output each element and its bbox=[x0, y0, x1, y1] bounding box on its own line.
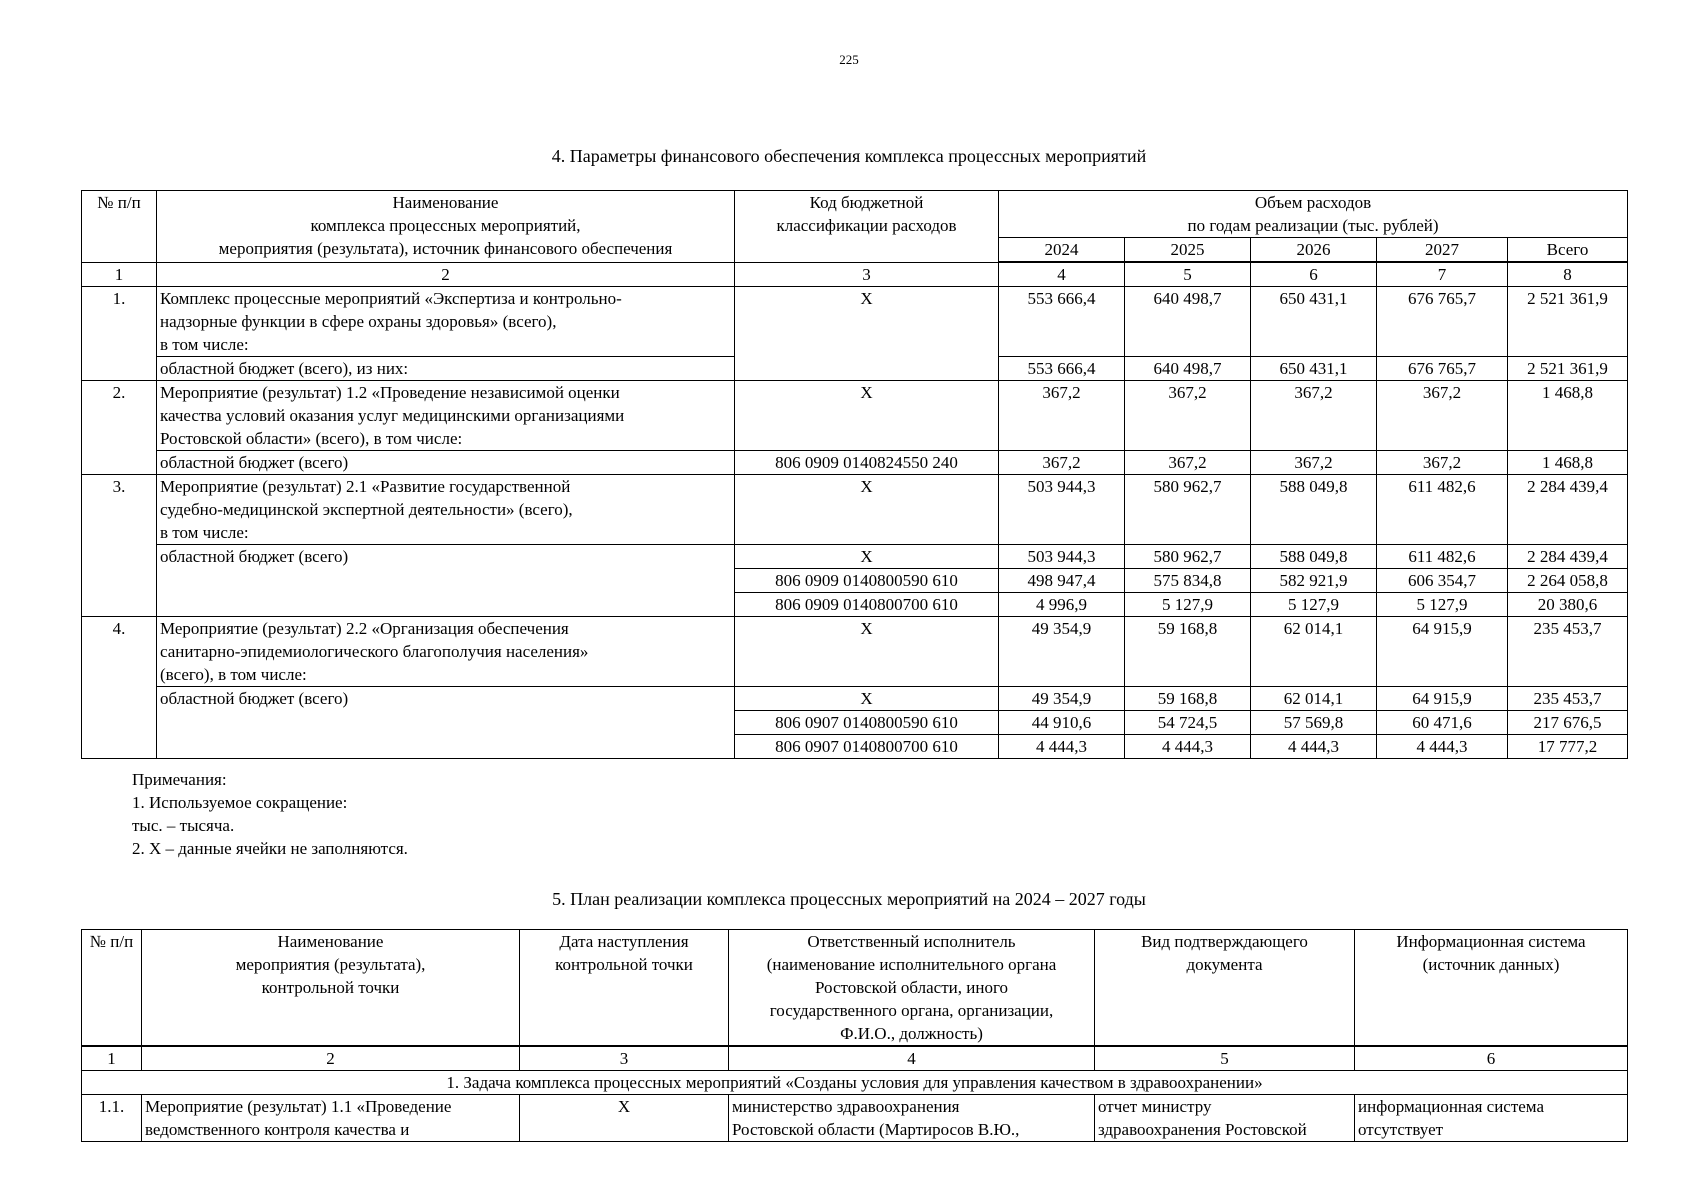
row-name-line: в том числе: bbox=[160, 523, 249, 542]
sub-row-value: 367,2 bbox=[1251, 451, 1377, 475]
plan-header-row bbox=[82, 930, 1628, 1047]
sub-row-value: 676 765,7 bbox=[1377, 357, 1508, 381]
table-row bbox=[82, 287, 1628, 357]
task-row bbox=[82, 1071, 1628, 1095]
header-date bbox=[520, 930, 729, 1047]
row-name bbox=[157, 381, 735, 451]
source-label: областной бюджет (всего) bbox=[157, 451, 735, 475]
sub-row-value: 57 569,8 bbox=[1251, 711, 1377, 735]
sub-row-value: 367,2 bbox=[999, 451, 1125, 475]
source-label: областной бюджет (всего), из них: bbox=[157, 357, 735, 381]
header-volume-line: Объем расходов bbox=[1254, 193, 1372, 212]
header-doc bbox=[1095, 930, 1355, 1047]
table-row bbox=[82, 617, 1628, 687]
sub-row-value: 588 049,8 bbox=[1251, 545, 1377, 569]
row-code: X bbox=[735, 617, 999, 687]
row-name-line: санитарно-эпидемиологического благополучия населения» bbox=[160, 642, 589, 661]
row-value: 367,2 bbox=[999, 381, 1125, 451]
sub-row-value: 2 264 058,8 bbox=[1508, 569, 1628, 593]
sub-row-value: 60 471,6 bbox=[1377, 711, 1508, 735]
row-name-line: судебно-медицинской экспертной деятельности» (всего), bbox=[160, 500, 573, 519]
sub-row-value: 235 453,7 bbox=[1508, 687, 1628, 711]
header-executor-line: государственного органа, организации, bbox=[769, 1001, 1054, 1020]
header-code-line: классификации расходов bbox=[776, 216, 957, 235]
header-name-line: Наименование bbox=[277, 932, 384, 951]
header-year-2027: 2027 bbox=[1377, 238, 1508, 263]
sub-row-value: 64 915,9 bbox=[1377, 687, 1508, 711]
header-name-line: Наименование bbox=[392, 193, 499, 212]
header-name bbox=[157, 191, 735, 263]
row-system-line: информационная система bbox=[1358, 1097, 1544, 1116]
header-name-line: мероприятия (результата), источник финансового обеспечения bbox=[218, 239, 673, 258]
row-name-line: надзорные функции в сфере охраны здоровья» (всего), bbox=[160, 312, 557, 331]
sub-row-value: 367,2 bbox=[1377, 451, 1508, 475]
sub-row-code: 806 0909 0140800700 610 bbox=[735, 593, 999, 617]
header-date-line: Дата наступления bbox=[559, 932, 689, 951]
row-executor bbox=[729, 1095, 1095, 1142]
row-name-line: Комплекс процессные мероприятий «Экспертиза и контрольно- bbox=[160, 289, 622, 308]
column-number: 4 bbox=[999, 262, 1125, 287]
sub-row-value: 553 666,4 bbox=[999, 357, 1125, 381]
header-code bbox=[735, 191, 999, 263]
sub-row-value: 582 921,9 bbox=[1251, 569, 1377, 593]
table-row bbox=[82, 1095, 1628, 1142]
header-doc-line: Вид подтверждающего bbox=[1141, 932, 1308, 951]
financing-table bbox=[81, 190, 1628, 759]
notes bbox=[132, 768, 408, 860]
row-name bbox=[142, 1095, 520, 1142]
column-number: 6 bbox=[1251, 262, 1377, 287]
row-name-line: Ростовской области» (всего), в том числе: bbox=[160, 429, 463, 448]
header-year-2025: 2025 bbox=[1125, 238, 1251, 263]
row-value: 640 498,7 bbox=[1125, 287, 1251, 357]
sub-row-value: 1 468,8 bbox=[1508, 451, 1628, 475]
sub-row-value: 4 996,9 bbox=[999, 593, 1125, 617]
task-title: 1. Задача комплекса процессных мероприятий «Созданы условия для управления качеством в здравоохранении» bbox=[82, 1071, 1628, 1095]
row-name bbox=[157, 287, 735, 357]
header-executor-line: Ответственный исполнитель bbox=[807, 932, 1016, 951]
header-executor-line: (наименование исполнительного органа bbox=[766, 955, 1057, 974]
sub-row-value: 580 962,7 bbox=[1125, 545, 1251, 569]
row-name-line: качества условий оказания услуг медицинскими организациями bbox=[160, 406, 625, 425]
table-sub-row bbox=[82, 451, 1628, 475]
sub-row-value: 5 127,9 bbox=[1377, 593, 1508, 617]
header-date-line: контрольной точки bbox=[555, 955, 693, 974]
section-4-title: 4. Параметры финансового обеспечения комплекса процессных мероприятий bbox=[551, 146, 1147, 166]
notes-line: тыс. – тысяча. bbox=[132, 816, 235, 835]
notes-heading: Примечания: bbox=[132, 770, 227, 789]
sub-row-value: 5 127,9 bbox=[1251, 593, 1377, 617]
row-number: 1. bbox=[82, 287, 157, 381]
row-doc bbox=[1095, 1095, 1355, 1142]
row-name-line: Мероприятие (результат) 1.1 «Проведение bbox=[145, 1097, 452, 1116]
sub-row-value: 640 498,7 bbox=[1125, 357, 1251, 381]
header-num: № п/п bbox=[82, 191, 157, 263]
column-number: 2 bbox=[157, 262, 735, 287]
header-volume bbox=[999, 191, 1628, 238]
sub-row-value: 4 444,3 bbox=[1377, 735, 1508, 759]
table-row bbox=[82, 381, 1628, 451]
header-executor-line: Ф.И.О., должность) bbox=[840, 1024, 983, 1043]
row-value: 49 354,9 bbox=[999, 617, 1125, 687]
column-number-row bbox=[82, 1046, 1628, 1071]
row-name-line: Мероприятие (результат) 1.2 «Проведение независимой оценки bbox=[160, 383, 620, 402]
header-total: Всего bbox=[1508, 238, 1628, 263]
row-value: 62 014,1 bbox=[1251, 617, 1377, 687]
sub-row-code: X bbox=[735, 687, 999, 711]
row-doc-line: здравоохранения Ростовской bbox=[1098, 1120, 1307, 1139]
table-row bbox=[82, 475, 1628, 545]
row-value: 1 468,8 bbox=[1508, 381, 1628, 451]
column-number: 6 bbox=[1355, 1046, 1628, 1071]
column-number: 5 bbox=[1125, 262, 1251, 287]
row-name bbox=[157, 475, 735, 545]
sub-row-value: 650 431,1 bbox=[1251, 357, 1377, 381]
row-value: 580 962,7 bbox=[1125, 475, 1251, 545]
header-doc-line: документа bbox=[1186, 955, 1263, 974]
row-date: X bbox=[520, 1095, 729, 1142]
column-number: 8 bbox=[1508, 262, 1628, 287]
sub-row-value: 62 014,1 bbox=[1251, 687, 1377, 711]
row-value: 64 915,9 bbox=[1377, 617, 1508, 687]
page-number: 225 bbox=[839, 52, 859, 67]
row-number: 2. bbox=[82, 381, 157, 475]
row-name-line: Мероприятие (результат) 2.2 «Организация обеспечения bbox=[160, 619, 569, 638]
header-year-2026: 2026 bbox=[1251, 238, 1377, 263]
row-value: 367,2 bbox=[1125, 381, 1251, 451]
row-number: 1.1. bbox=[82, 1095, 142, 1142]
section-5-title: 5. План реализации комплекса процессных мероприятий на 2024 – 2027 годы bbox=[552, 889, 1146, 909]
column-number: 3 bbox=[735, 262, 999, 287]
notes-line: 2. X – данные ячейки не заполняются. bbox=[132, 839, 408, 858]
row-value: 367,2 bbox=[1377, 381, 1508, 451]
row-value: 235 453,7 bbox=[1508, 617, 1628, 687]
notes-line: 1. Используемое сокращение: bbox=[132, 793, 348, 812]
sub-row-code: X bbox=[735, 545, 999, 569]
row-code: X bbox=[735, 381, 999, 451]
sub-row-value: 59 168,8 bbox=[1125, 687, 1251, 711]
header-name-line: контрольной точки bbox=[261, 978, 400, 997]
row-value: 59 168,8 bbox=[1125, 617, 1251, 687]
row-number: 4. bbox=[82, 617, 157, 759]
plan-table bbox=[81, 929, 1628, 1142]
sub-row-code: 806 0907 0140800700 610 bbox=[735, 735, 999, 759]
sub-row-value: 367,2 bbox=[1125, 451, 1251, 475]
sub-row-value: 4 444,3 bbox=[999, 735, 1125, 759]
sub-row-value: 49 354,9 bbox=[999, 687, 1125, 711]
column-number: 1 bbox=[82, 262, 157, 287]
sub-row-value: 17 777,2 bbox=[1508, 735, 1628, 759]
sub-row-value: 2 284 439,4 bbox=[1508, 545, 1628, 569]
table-sub-row bbox=[82, 687, 1628, 711]
column-number: 2 bbox=[142, 1046, 520, 1071]
sub-row-value: 4 444,3 bbox=[1251, 735, 1377, 759]
row-value: 2 521 361,9 bbox=[1508, 287, 1628, 357]
column-number-row bbox=[82, 262, 1628, 287]
column-number: 4 bbox=[729, 1046, 1095, 1071]
row-value: 588 049,8 bbox=[1251, 475, 1377, 545]
sub-row-value: 611 482,6 bbox=[1377, 545, 1508, 569]
row-name-line: в том числе: bbox=[160, 335, 249, 354]
header-name-line: комплекса процессных мероприятий, bbox=[310, 216, 581, 235]
sub-row-value: 217 676,5 bbox=[1508, 711, 1628, 735]
sub-row-value: 4 444,3 bbox=[1125, 735, 1251, 759]
row-executor-line: министерство здравоохранения bbox=[732, 1097, 960, 1116]
column-number: 5 bbox=[1095, 1046, 1355, 1071]
sub-row-value: 498 947,4 bbox=[999, 569, 1125, 593]
sub-row-value: 575 834,8 bbox=[1125, 569, 1251, 593]
sub-row-value: 503 944,3 bbox=[999, 545, 1125, 569]
sub-row-value: 54 724,5 bbox=[1125, 711, 1251, 735]
sub-row-value: 44 910,6 bbox=[999, 711, 1125, 735]
sub-row-value: 5 127,9 bbox=[1125, 593, 1251, 617]
sub-row-code: 806 0909 0140800590 610 bbox=[735, 569, 999, 593]
column-number: 1 bbox=[82, 1046, 142, 1071]
header-name bbox=[142, 930, 520, 1047]
row-number: 3. bbox=[82, 475, 157, 617]
table-sub-row bbox=[82, 545, 1628, 569]
column-number: 3 bbox=[520, 1046, 729, 1071]
header-name-line: мероприятия (результата), bbox=[235, 955, 426, 974]
row-name bbox=[157, 617, 735, 687]
row-value: 367,2 bbox=[1251, 381, 1377, 451]
row-doc-line: отчет министру bbox=[1098, 1097, 1212, 1116]
sub-row-value: 20 380,6 bbox=[1508, 593, 1628, 617]
row-name-line: Мероприятие (результат) 2.1 «Развитие государственной bbox=[160, 477, 571, 496]
row-value: 676 765,7 bbox=[1377, 287, 1508, 357]
row-name-line: ведомственного контроля качества и bbox=[145, 1120, 410, 1139]
header-system bbox=[1355, 930, 1628, 1047]
header-executor bbox=[729, 930, 1095, 1047]
row-value: 650 431,1 bbox=[1251, 287, 1377, 357]
sub-row-value: 2 521 361,9 bbox=[1508, 357, 1628, 381]
sub-row-code: 806 0907 0140800590 610 bbox=[735, 711, 999, 735]
row-code: X bbox=[735, 475, 999, 545]
row-system-line: отсутствует bbox=[1358, 1120, 1444, 1139]
column-number: 7 bbox=[1377, 262, 1508, 287]
row-value: 2 284 439,4 bbox=[1508, 475, 1628, 545]
header-system-line: Информационная система bbox=[1396, 932, 1586, 951]
row-executor-line: Ростовской области (Мартиросов В.Ю., bbox=[732, 1120, 1020, 1139]
header-num: № п/п bbox=[82, 930, 142, 1047]
sub-row-value: 606 354,7 bbox=[1377, 569, 1508, 593]
row-value: 503 944,3 bbox=[999, 475, 1125, 545]
row-code: X bbox=[735, 287, 999, 381]
row-value: 553 666,4 bbox=[999, 287, 1125, 357]
header-year-2024: 2024 bbox=[999, 238, 1125, 263]
source-label: областной бюджет (всего) bbox=[157, 687, 735, 759]
header-code-line: Код бюджетной bbox=[809, 193, 924, 212]
sub-row-code: 806 0909 0140824550 240 bbox=[735, 451, 999, 475]
row-name-line: (всего), в том числе: bbox=[160, 665, 307, 684]
header-volume-line: по годам реализации (тыс. рублей) bbox=[1187, 216, 1439, 235]
row-value: 611 482,6 bbox=[1377, 475, 1508, 545]
row-system bbox=[1355, 1095, 1628, 1142]
source-label: областной бюджет (всего) bbox=[157, 545, 735, 617]
header-executor-line: Ростовской области, иного bbox=[815, 978, 1008, 997]
header-system-line: (источник данных) bbox=[1422, 955, 1560, 974]
